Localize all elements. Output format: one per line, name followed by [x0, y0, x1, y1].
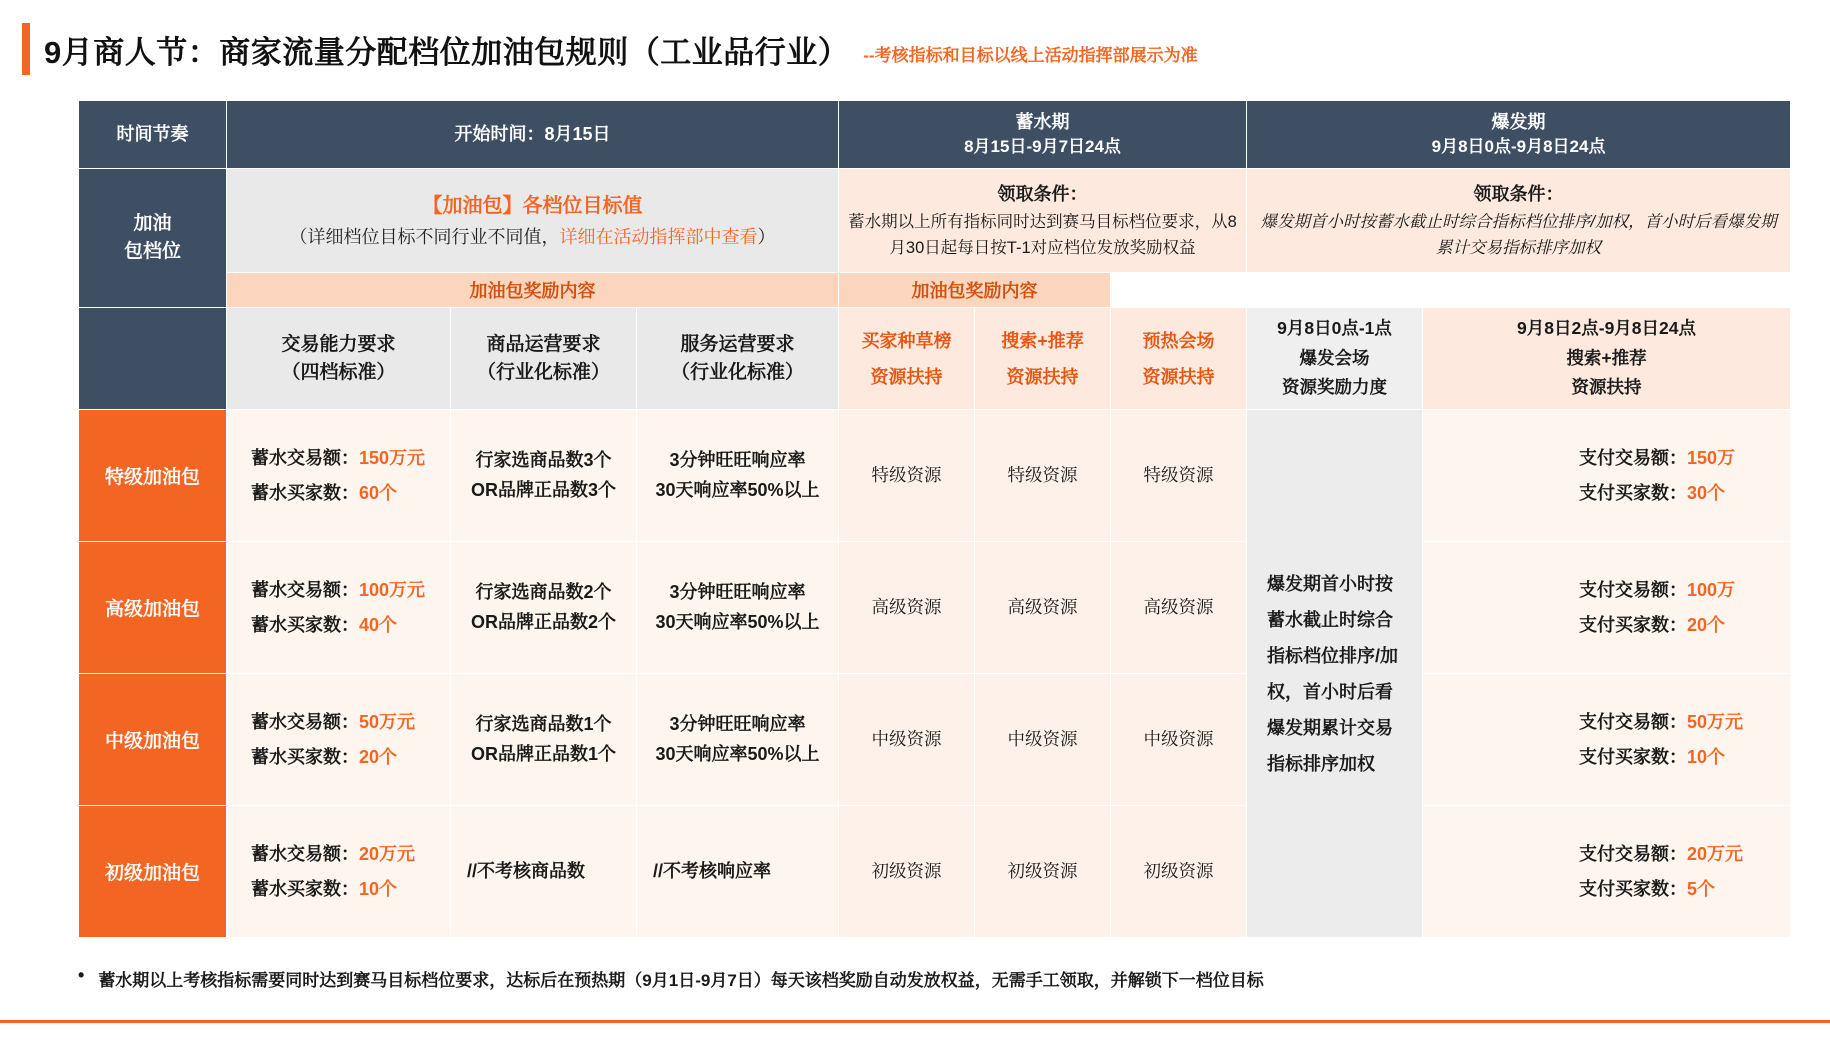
pay-label1: 支付交易额：	[1579, 580, 1688, 601]
cell-burst-note	[1247, 410, 1423, 938]
col-header-search-top: 搜索+推荐	[1001, 330, 1084, 351]
service-line2: 30天响应率50%以上	[655, 743, 820, 764]
row-level-special: 特级加油包	[79, 410, 227, 542]
package-goal-subtitle	[233, 223, 832, 252]
goods-line1: 行家选商品数1个	[475, 713, 612, 734]
cell-trade-mid	[227, 674, 451, 806]
cell-buyer-mid: 中级资源	[839, 674, 975, 806]
cell-pay-special	[1423, 410, 1791, 542]
goal-sub-link[interactable]: 详细在活动指挥部中查看	[559, 227, 758, 248]
goal-sub-pre: （详细档位目标不同行业不同值，	[289, 227, 560, 248]
pay-value1: 150万	[1687, 448, 1736, 469]
col-header-trade	[227, 308, 451, 410]
trade-line2	[233, 872, 444, 906]
burst-period-range: 9月8日0点-9月8日24点	[1431, 137, 1606, 157]
col-header-trade-sub: （四档标准）	[281, 361, 396, 383]
pay-label2: 支付买家数：	[1579, 614, 1688, 635]
col-header-preheat	[1111, 308, 1247, 410]
cell-side-label-spacer	[79, 308, 227, 410]
water-period-range: 8月15日-9月7日24点	[964, 137, 1121, 157]
reward-band-burst: 加油包奖励内容	[839, 273, 1111, 308]
col-header-trade-title: 交易能力要求	[281, 333, 396, 355]
pay-value1: 50万元	[1687, 712, 1744, 733]
goods-line1: 行家选商品数2个	[475, 581, 612, 602]
col-header-burst2-top: 9月8日2点-9月8日24点	[1517, 317, 1697, 338]
footnote	[78, 966, 1778, 991]
col-header-buyer-list	[839, 308, 975, 410]
pay-line1	[1429, 837, 1784, 871]
service-line1: 3分钟旺旺响应率	[669, 449, 806, 470]
service-line2: 30天响应率50%以上	[655, 611, 820, 632]
trade-label2: 蓄水买家数：	[251, 482, 359, 503]
water-condition-body: 蓄水期以上所有指标同时达到赛马目标档位要求，从8月30日起每日按T-1对应档位发放奖励权益	[848, 212, 1237, 257]
table-row	[79, 542, 1791, 674]
burst-condition-body: 爆发期首小时按蓄水截止时综合指标档位排序/加权，首小时后看爆发期累计交易指标排序加权	[1260, 212, 1777, 257]
row-level-basic: 初级加油包	[79, 806, 227, 938]
pay-label1: 支付交易额：	[1579, 844, 1688, 865]
cell-preheat-senior: 高级资源	[1111, 542, 1247, 674]
cell-trade-basic	[227, 806, 451, 938]
trade-value1: 50万元	[359, 712, 416, 733]
cell-side-label-package-level	[79, 169, 227, 308]
row-level-mid: 中级加油包	[79, 674, 227, 806]
trade-line2	[233, 476, 444, 510]
burst-period-title: 爆发期	[1491, 112, 1546, 133]
col-header-burst-top: 9月8日0点-1点	[1277, 317, 1392, 338]
col-header-search-rec	[975, 308, 1111, 410]
trade-value2: 10个	[359, 878, 398, 899]
col-header-search-bottom: 资源扶持	[1006, 366, 1079, 387]
col-header-service-title: 服务运营要求	[680, 333, 795, 355]
trade-line1	[233, 573, 444, 607]
cell-water-period	[839, 101, 1247, 169]
cell-search-special: 特级资源	[975, 410, 1111, 542]
page-title-row	[0, 18, 1830, 80]
cell-pay-senior	[1423, 542, 1791, 674]
col-header-service-sub: （行业化标准）	[671, 361, 805, 383]
pay-value2: 20个	[1687, 614, 1726, 635]
goods-line2: OR品牌正品数3个	[470, 479, 616, 500]
col-header-buyer-bottom: 资源扶持	[870, 366, 943, 387]
side-label-line1: 加油	[133, 212, 172, 234]
table-row-time-rhythm	[79, 101, 1791, 169]
col-header-burst-search	[1423, 308, 1791, 410]
cell-service-mid	[637, 674, 839, 806]
trade-label1: 蓄水交易额：	[251, 844, 359, 865]
col-header-goods-sub: （行业化标准）	[476, 361, 610, 383]
col-header-burst-mid: 爆发会场	[1299, 347, 1370, 368]
col-header-burst2-mid: 搜索+推荐	[1566, 347, 1647, 368]
reward-band-water: 加油包奖励内容	[227, 273, 839, 308]
pay-line1	[1429, 441, 1784, 475]
pay-label2: 支付买家数：	[1579, 482, 1688, 503]
col-header-goods-title: 商品运营要求	[486, 333, 601, 355]
col-header-service	[637, 308, 839, 410]
pay-label1: 支付交易额：	[1579, 712, 1688, 733]
pay-label2: 支付买家数：	[1579, 746, 1688, 767]
goods-line1: //不考核商品数	[467, 861, 586, 882]
footnote-text: 蓄水期以上考核指标需要同时达到赛马目标档位要求，达标后在预热期（9月1日-9月7日）每天该档奖励自动发放权益，无需手工领取，并解锁下一档位目标	[98, 971, 1264, 990]
cell-burst-period	[1247, 101, 1791, 169]
col-header-burst-bottom: 资源奖励力度	[1282, 377, 1388, 398]
col-header-buyer-top: 买家种草榜	[861, 330, 952, 351]
cell-search-mid: 中级资源	[975, 674, 1111, 806]
burst-condition-title: 领取条件：	[1473, 183, 1564, 204]
table-row	[79, 806, 1791, 938]
trade-value2: 40个	[359, 614, 398, 635]
cell-goods-basic	[451, 806, 637, 938]
pay-label1: 支付交易额：	[1579, 448, 1688, 469]
water-condition-title: 领取条件：	[997, 183, 1088, 204]
goods-line2: OR品牌正品数2个	[470, 611, 616, 632]
cell-preheat-basic: 初级资源	[1111, 806, 1247, 938]
col-header-goods	[451, 308, 637, 410]
pay-line2	[1429, 476, 1784, 510]
cell-service-basic	[637, 806, 839, 938]
bottom-accent-rule	[0, 1020, 1830, 1023]
package-goal-title: 【加油包】各档位目标值	[422, 195, 643, 218]
cell-pay-mid	[1423, 674, 1791, 806]
cell-trade-special	[227, 410, 451, 542]
cell-search-senior: 高级资源	[975, 542, 1111, 674]
trade-line2	[233, 740, 444, 774]
cell-package-goals	[227, 169, 839, 273]
trade-value1: 100万元	[359, 580, 426, 601]
cell-buyer-special: 特级资源	[839, 410, 975, 542]
service-line1: 3分钟旺旺响应率	[669, 581, 806, 602]
table-row-conditions	[79, 169, 1791, 273]
trade-label2: 蓄水买家数：	[251, 746, 359, 767]
table-row	[79, 674, 1791, 806]
service-line1: 3分钟旺旺响应率	[669, 713, 806, 734]
trade-value2: 60个	[359, 482, 398, 503]
water-period-title: 蓄水期	[1015, 112, 1070, 133]
cell-search-basic: 初级资源	[975, 806, 1111, 938]
pay-line1	[1429, 573, 1784, 607]
cell-buyer-basic: 初级资源	[839, 806, 975, 938]
pay-line1	[1429, 705, 1784, 739]
row-level-senior: 高级加油包	[79, 542, 227, 674]
col-header-preheat-top: 预热会场	[1142, 330, 1215, 351]
table-row-reward-bands	[79, 273, 1791, 308]
trade-line2	[233, 608, 444, 642]
trade-label2: 蓄水买家数：	[251, 878, 359, 899]
cell-goods-senior	[451, 542, 637, 674]
cell-preheat-special: 特级资源	[1111, 410, 1247, 542]
trade-value2: 20个	[359, 746, 398, 767]
trade-label2: 蓄水买家数：	[251, 614, 359, 635]
goods-line2: OR品牌正品数1个	[470, 743, 616, 764]
cell-start-time: 开始时间：8月15日	[227, 101, 839, 169]
cell-trade-senior	[227, 542, 451, 674]
pay-line2	[1429, 740, 1784, 774]
side-label-line2: 包档位	[123, 241, 181, 262]
title-accent-bar	[22, 23, 30, 75]
pay-value2: 10个	[1687, 746, 1726, 767]
pay-line2	[1429, 608, 1784, 642]
pay-value2: 5个	[1687, 878, 1716, 899]
cell-goods-special	[451, 410, 637, 542]
pay-value1: 100万	[1687, 580, 1736, 601]
cell-burst-condition	[1247, 169, 1791, 273]
col-header-burst2-bottom: 资源扶持	[1571, 377, 1642, 398]
pay-line2	[1429, 872, 1784, 906]
cell-service-senior	[637, 542, 839, 674]
pay-label2: 支付买家数：	[1579, 878, 1688, 899]
trade-label1: 蓄水交易额：	[251, 580, 359, 601]
cell-rhythm-label: 时间节奏	[79, 101, 227, 169]
page-title-note: --考核指标和目标以线上活动指挥部展示为准	[863, 45, 1198, 65]
page-title: 9月商人节：商家流量分配档位加油包规则（工业品行业）	[44, 34, 850, 70]
trade-line1	[233, 441, 444, 475]
cell-pay-basic	[1423, 806, 1791, 938]
table-row-column-headers	[79, 308, 1791, 410]
burst-note-text: 爆发期首小时按蓄水截止时综合指标档位排序/加权，首小时后看爆发期累计交易指标排序加权	[1267, 573, 1399, 774]
pay-value2: 30个	[1687, 482, 1726, 503]
service-line1: //不考核响应率	[653, 861, 772, 882]
cell-buyer-senior: 高级资源	[839, 542, 975, 674]
trade-value1: 150万元	[359, 448, 426, 469]
table-row	[79, 410, 1791, 542]
trade-label1: 蓄水交易额：	[251, 448, 359, 469]
col-header-preheat-bottom: 资源扶持	[1142, 366, 1215, 387]
col-header-burst-venue	[1247, 308, 1423, 410]
trade-line1	[233, 705, 444, 739]
pay-value1: 20万元	[1687, 844, 1744, 865]
bullet-icon: •	[78, 965, 85, 985]
cell-preheat-mid: 中级资源	[1111, 674, 1247, 806]
trade-label1: 蓄水交易额：	[251, 712, 359, 733]
cell-goods-mid	[451, 674, 637, 806]
rules-table	[78, 100, 1791, 938]
cell-service-special	[637, 410, 839, 542]
trade-value1: 20万元	[359, 844, 416, 865]
service-line2: 30天响应率50%以上	[655, 479, 820, 500]
trade-line1	[233, 837, 444, 871]
cell-water-condition	[839, 169, 1247, 273]
goods-line1: 行家选商品数3个	[475, 449, 612, 470]
goal-sub-post: ）	[757, 227, 776, 248]
